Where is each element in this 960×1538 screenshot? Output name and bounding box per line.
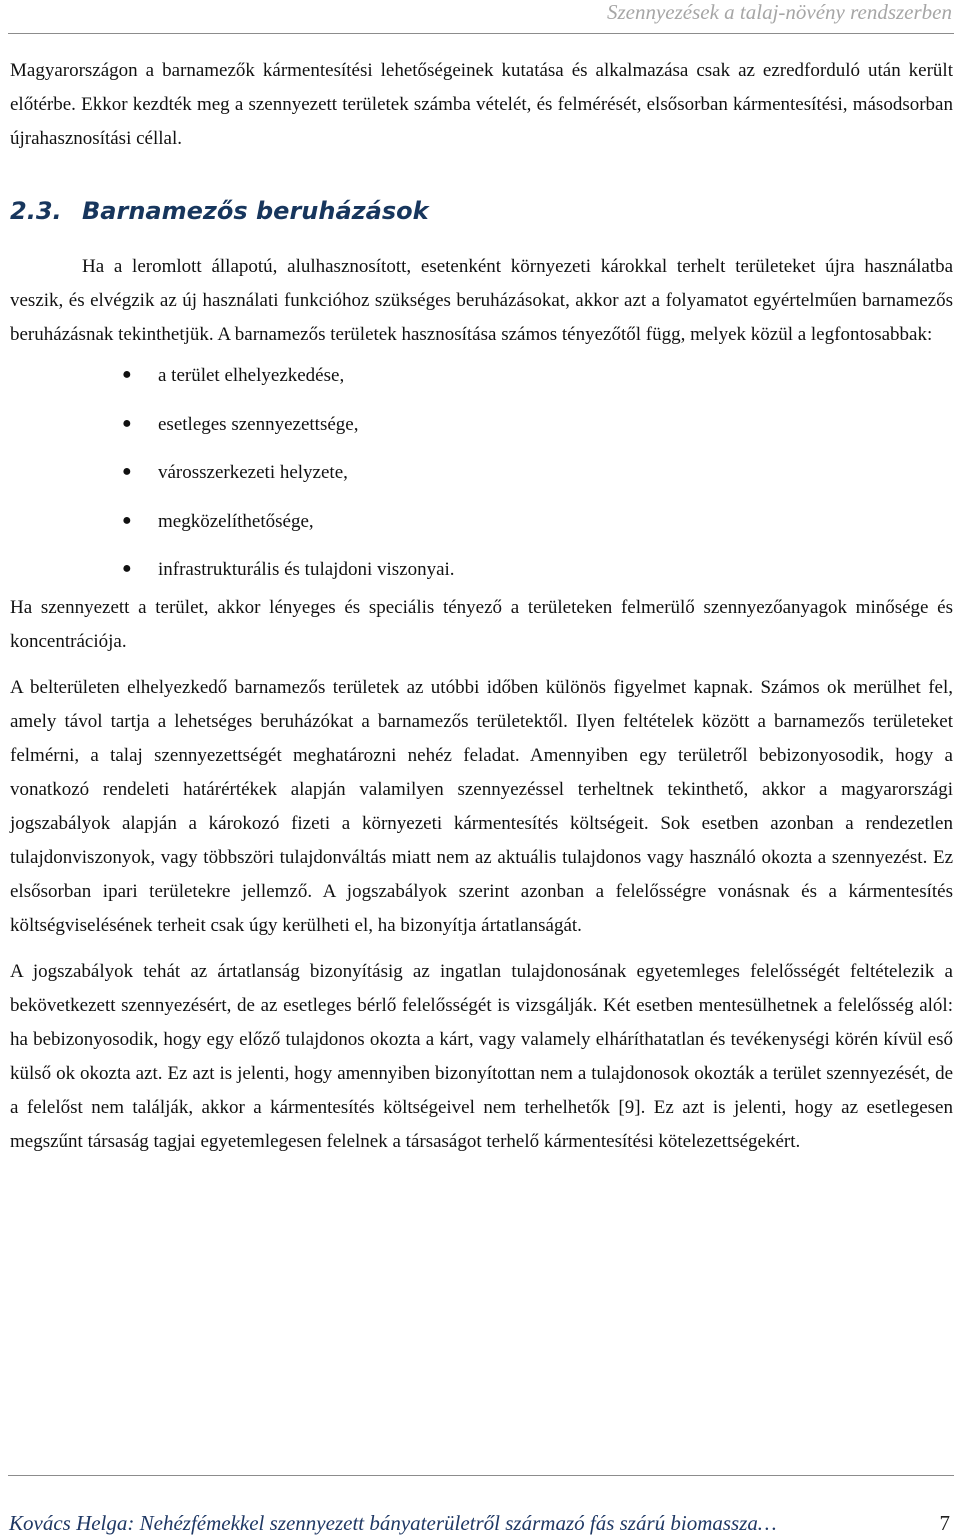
paragraph-3: A belterületen elhelyezkedő barnamezős területek az utóbbi időben különös figyelmet kapnak. Számos ok merülhet fel, amely távol tartja a lehetséges beruházókat a barnamezős területektől. Ilyen feltételek között a barnamezős területeket felmérni, a talaj szennyezettségét meghatározni nehéz feladat. Amennyiben egy területről bebizonyosodik, hogy a vonatkozó rendeleti határértékek alapján valamilyen szennyezéssel terheltnek tekinthető, akkor a magyarországi jogszabályok alapján a károkozó fizeti a környezeti kármentesítés költségeit. Sok esetben azonban a rendezetlen tulajdonviszonyok, vagy többszöri tulajdonváltás miatt nem az aktuális tulajdonos vagy használó okozta a szennyezést. Ez elsősorban ipari területekre jellemző. A jogszabályok szerint azonban a felelősségre vonásnak és a kármentesítés költségviselésének terheit csak úgy kerülheti el, ha bizonyítja ártatlanságát.: [10, 677, 953, 936]
bullet-icon: ●: [122, 511, 132, 529]
page-number: 7: [939, 1511, 950, 1535]
page-content: [10, 54, 953, 1159]
paragraph-2: Ha szennyezett a terület, akkor lényeges és speciális tényező a területeken felmerülő szennyezőanyagok minősége és koncentrációja.: [10, 597, 953, 652]
section-number: 2.3.: [10, 197, 62, 225]
list-item: [10, 456, 953, 505]
list-item-text: infrastrukturális és tulajdoni viszonyai.: [158, 559, 455, 580]
list-item: [10, 553, 953, 587]
list-item-text: megközelíthetősége,: [158, 510, 314, 532]
list-item: [10, 408, 953, 457]
bullet-icon: ●: [122, 414, 132, 432]
list-item-text: városszerkezeti helyzete,: [158, 462, 348, 483]
factor-list: [10, 359, 953, 587]
paragraph-1: Ha a leromlott állapotú, alulhasznosított, esetenként környezeti károkkal terhelt területeket újra használatba veszik, és elvégzik az új használati funkcióhoz szükséges beruházásokat, akkor azt a folyamatot egyértelműen barnamezős beruházásnak tekinthetjük. A barnamezős területek hasznosítása számos tényezőtől függ, melyek közül a legfontosabbak:: [10, 256, 953, 345]
running-header: Szennyezések a talaj-növény rendszerben: [606, 0, 952, 24]
section-heading: [10, 194, 953, 228]
bullet-icon: ●: [122, 560, 132, 577]
bullet-icon: ●: [122, 366, 132, 383]
list-item-text: esetleges szennyezettsége,: [158, 413, 359, 435]
footer-divider: [8, 1475, 954, 1476]
paragraph-4: A jogszabályok tehát az ártatlanság bizonyításig az ingatlan tulajdonosának egyetemleges felelősségét feltételezik a bekövetkezett szennyezésért, de az esetleges bérlő felelősségét is vizsgálják. Két esetben mentesülhetnek a felelősség alól: ha bebizonyosodik, hogy egy előző tulajdonos okozta a kárt, vagy valamely elháríthatatlan és tevékenységi körén kívül eső külső ok okozta azt. Ez azt is jelenti, hogy amennyiben bizonyítottan nem a tulajdonosok okozták a terület szennyezését, de a felelőst nem találják, akkor a kármentesítés költségeivel nem terhelhetők [9]. Ez azt is jelenti, hogy az esetlegesen megszűnt társaság tagjai egyetemlegesen felelnek a társaságot terhelő kármentesítési kötelezettségekért.: [10, 961, 953, 1152]
list-item-text: a terület elhelyezkedése,: [158, 365, 345, 386]
footer-citation: Kovács Helga: Nehézfémekkel szennyezett bányaterületről származó fás szárú biomassza…: [9, 1511, 777, 1535]
header-divider: [8, 33, 954, 34]
list-item: [10, 359, 953, 408]
intro-paragraph: Magyarországon a barnamezők kármentesítési lehetőségeinek kutatása és alkalmazása csak az ezredforduló után került előtérbe. Ekkor kezdték meg a szennyezett területek számba vételét, és felmérését, elsősorban kármentesítési, másodsorban újrahasznosítási céllal.: [10, 60, 953, 149]
bullet-icon: ●: [122, 463, 132, 480]
section-title: Barnamezős beruházások: [82, 197, 429, 225]
list-item: [10, 505, 953, 554]
